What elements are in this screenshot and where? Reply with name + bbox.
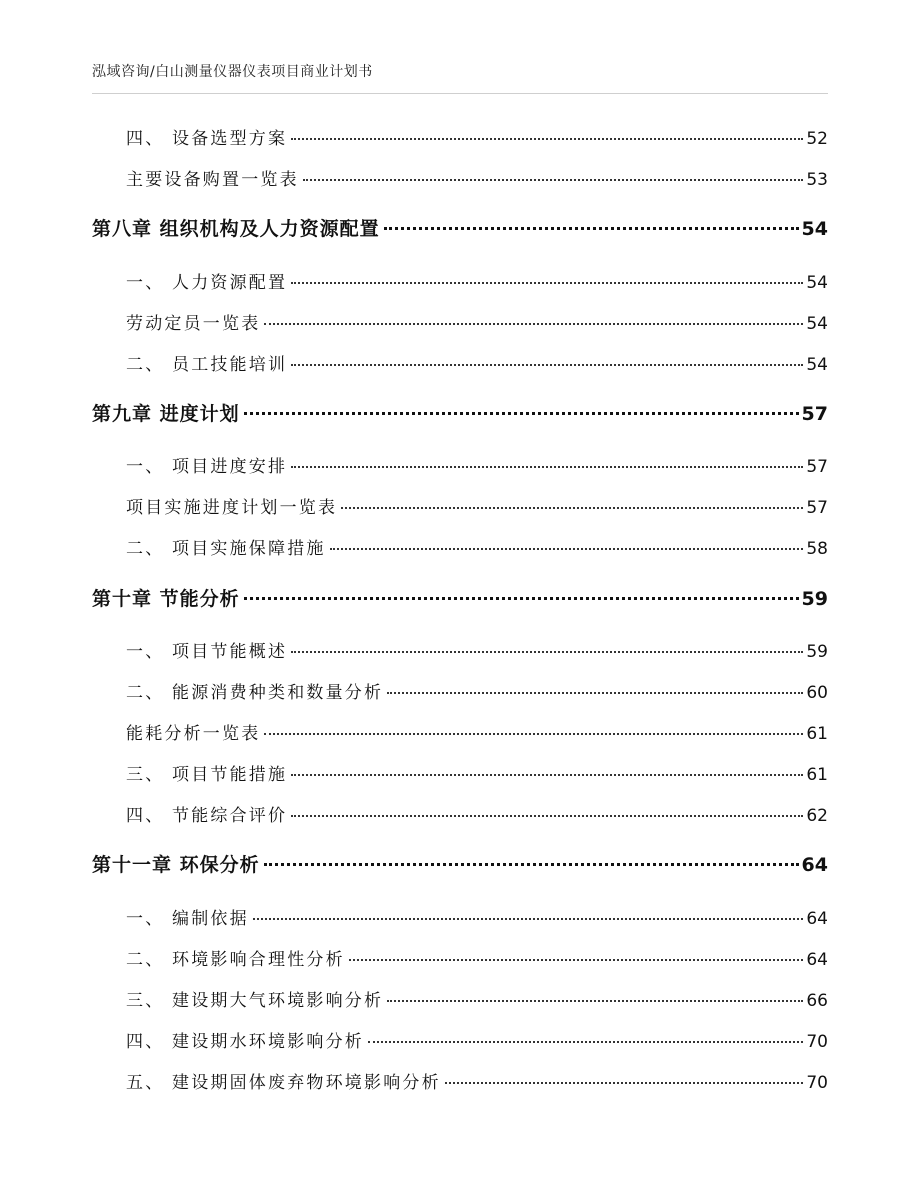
toc-dot-leader [244, 597, 799, 600]
toc-dot-leader [291, 774, 803, 776]
toc-entry-title: 一、 项目节能概述 [126, 642, 288, 662]
toc-entry-page: 60 [806, 683, 828, 703]
toc-dot-leader [445, 1082, 804, 1084]
toc-entry[interactable] [126, 760, 828, 785]
toc-dot-leader [291, 466, 803, 468]
toc-entry-title: 一、 项目进度安排 [126, 457, 288, 477]
toc-entry[interactable] [126, 1027, 828, 1052]
toc-entry-title: 二、 员工技能培训 [126, 355, 288, 375]
toc-entry-page: 52 [806, 129, 828, 149]
toc-dot-leader [244, 412, 799, 415]
header-divider [92, 93, 828, 94]
toc-chapter-title: 第八章 组织机构及人力资源配置 [92, 218, 380, 240]
toc-entry[interactable] [126, 801, 828, 826]
toc-entry[interactable] [126, 309, 828, 334]
toc-dot-leader [387, 1000, 803, 1002]
toc-dot-leader [303, 179, 804, 181]
toc-entry-page: 57 [806, 457, 828, 477]
toc-entry[interactable] [126, 986, 828, 1011]
toc-entry-title: 二、 项目实施保障措施 [126, 539, 326, 559]
toc-entry-page: 58 [806, 539, 828, 559]
toc-entry-title: 一、 人力资源配置 [126, 273, 288, 293]
toc-entry-title: 五、 建设期固体废弃物环境影响分析 [126, 1073, 441, 1093]
toc-entry[interactable] [126, 350, 828, 375]
toc-entry-page: 62 [806, 806, 828, 826]
toc-entry-title: 四、 设备选型方案 [126, 129, 288, 149]
toc-dot-leader [264, 733, 803, 735]
toc-entry-page: 57 [806, 498, 828, 518]
toc-entry-title: 一、 编制依据 [126, 909, 249, 929]
toc-chapter-title: 第九章 进度计划 [92, 403, 240, 425]
toc-entry-page: 66 [806, 991, 828, 1011]
toc-entry-page: 59 [806, 642, 828, 662]
toc-entry-page: 61 [806, 724, 828, 744]
toc-dot-leader [291, 282, 803, 284]
toc-entry[interactable] [126, 719, 828, 744]
toc-entry-title: 主要设备购置一览表 [126, 170, 299, 190]
toc-chapter-page: 64 [801, 854, 828, 876]
toc-dot-leader [341, 507, 803, 509]
toc-entry-title: 二、 能源消费种类和数量分析 [126, 683, 384, 703]
toc-dot-leader [264, 863, 799, 866]
toc-entry-title: 二、 环境影响合理性分析 [126, 950, 345, 970]
toc-entry[interactable] [126, 904, 828, 929]
toc-chapter-entry[interactable] [92, 214, 828, 241]
toc-entry[interactable] [126, 165, 828, 190]
toc-entry-page: 70 [806, 1073, 828, 1093]
toc-entry[interactable] [126, 637, 828, 662]
toc-entry-page: 64 [806, 909, 828, 929]
toc-dot-leader [253, 918, 804, 920]
toc-entry-title: 劳动定员一览表 [126, 314, 261, 334]
toc-chapter-entry[interactable] [92, 850, 828, 877]
toc-entry[interactable] [126, 493, 828, 518]
toc-dot-leader [291, 651, 803, 653]
toc-entry-title: 能耗分析一览表 [126, 724, 261, 744]
toc-entry-title: 三、 项目节能措施 [126, 765, 288, 785]
toc-entry[interactable] [126, 124, 828, 149]
toc-entry-page: 54 [806, 273, 828, 293]
toc-chapter-page: 54 [801, 218, 828, 240]
toc-entry-title: 项目实施进度计划一览表 [126, 498, 338, 518]
toc-chapter-entry[interactable] [92, 399, 828, 426]
toc-entry[interactable] [126, 534, 828, 559]
toc-entry[interactable] [126, 945, 828, 970]
toc-dot-leader [291, 815, 803, 817]
toc-entry[interactable] [126, 452, 828, 477]
toc-dot-leader [349, 959, 804, 961]
toc-entry-title: 四、 建设期水环境影响分析 [126, 1032, 365, 1052]
toc-chapter-title: 第十章 节能分析 [92, 588, 240, 610]
toc-entry-page: 70 [806, 1032, 828, 1052]
toc-entry-page: 64 [806, 950, 828, 970]
toc-dot-leader [384, 227, 799, 230]
page-header: 泓域咨询/白山测量仪器仪表项目商业计划书 [92, 64, 373, 80]
toc-dot-leader [264, 323, 803, 325]
toc-dot-leader [387, 692, 803, 694]
toc-dot-leader [330, 548, 804, 550]
toc-entry[interactable] [126, 678, 828, 703]
toc-chapter-title: 第十一章 环保分析 [92, 854, 260, 876]
toc-dot-leader [291, 364, 803, 366]
toc-entry-page: 53 [806, 170, 828, 190]
toc-entry-page: 54 [806, 314, 828, 334]
toc-entry-page: 54 [806, 355, 828, 375]
toc-entry[interactable] [126, 1068, 828, 1093]
toc-dot-leader [368, 1041, 803, 1043]
toc-entry-page: 61 [806, 765, 828, 785]
toc-dot-leader [291, 138, 803, 140]
toc-chapter-entry[interactable] [92, 584, 828, 611]
toc-entry-title: 三、 建设期大气环境影响分析 [126, 991, 384, 1011]
toc-entry[interactable] [126, 268, 828, 293]
toc-entry-title: 四、 节能综合评价 [126, 806, 288, 826]
toc-chapter-page: 57 [801, 403, 828, 425]
toc-chapter-page: 59 [801, 588, 828, 610]
